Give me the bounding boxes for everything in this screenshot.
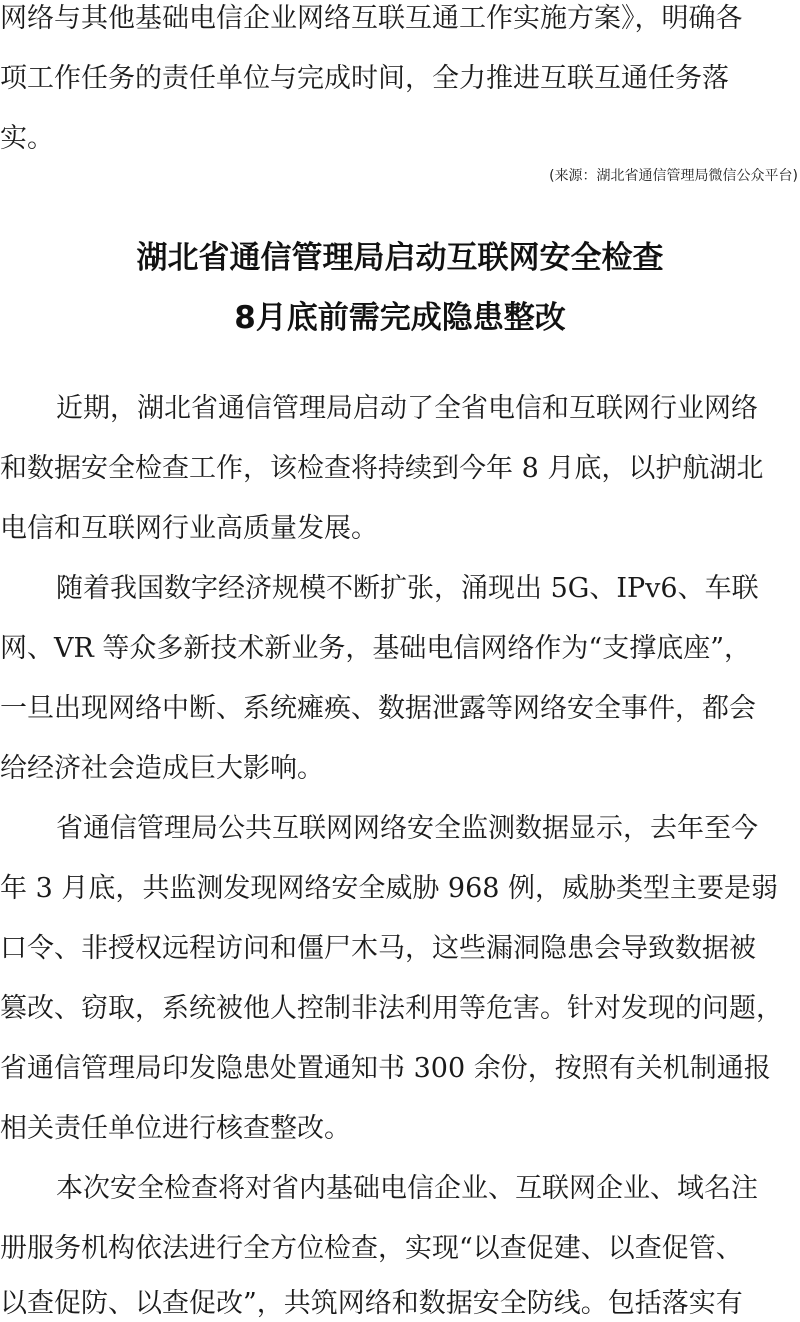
paragraph-line: 本次安全检查将对省内基础电信企业、互联网企业、域名注 (56, 1173, 758, 1204)
paragraph-line: 电信和互联网行业高质量发展。 (0, 513, 378, 544)
paragraph-line: 篡改、窃取，系统被他人控制非法利用等危害。针对发现的问题， (0, 993, 783, 1024)
paragraph-line: 省通信管理局印发隐患处置通知书 300 余份，按照有关机制通报 (0, 1053, 771, 1084)
paragraph-line: 省通信管理局公共互联网网络安全监测数据显示，去年至今 (56, 813, 758, 844)
intro-line: 项工作任务的责任单位与完成时间，全力推进互联互通任务落 (0, 63, 729, 94)
intro-line: 实。 (0, 123, 54, 154)
paragraph-line: 和数据安全检查工作，该检查将持续到今年 8 月底，以护航湖北 (0, 453, 764, 484)
paragraph-line: 年 3 月底，共监测发现网络安全威胁 968 例，威胁类型主要是弱 (0, 873, 779, 904)
paragraph-line: 网、VR 等众多新技术新业务，基础电信网络作为“支撑底座”， (0, 633, 752, 664)
paragraph-line: 口令、非授权远程访问和僵尸木马，这些漏洞隐患会导致数据被 (0, 933, 756, 964)
paragraph-line: 册服务机构依法进行全方位检查，实现“以查促建、以查促管、 (0, 1233, 743, 1264)
paragraph-line: 给经济社会造成巨大影响。 (0, 753, 324, 784)
intro-line: 网络与其他基础电信企业网络互联互通工作实施方案》，明确各 (0, 3, 743, 34)
article-title-line-2: 8月底前需完成隐患整改 (234, 300, 566, 336)
paragraph-line: 相关责任单位进行核查整改。 (0, 1113, 351, 1144)
paragraph-line: 近期，湖北省通信管理局启动了全省电信和互联网行业网络 (56, 393, 758, 424)
paragraph-line: 一旦出现网络中断、系统瘫痪、数据泄露等网络安全事件，都会 (0, 693, 756, 724)
article-title-line-1: 湖北省通信管理局启动互联网安全检查 (136, 240, 664, 276)
paragraph-line: 随着我国数字经济规模不断扩张，涌现出 5G、IPv6、车联 (56, 573, 759, 604)
source-attribution: (来源：湖北省通信管理局微信公众平台) (549, 168, 798, 184)
paragraph-line: 以查促防、以查促改”，共筑网络和数据安全防线。包括落实有 (0, 1288, 743, 1319)
